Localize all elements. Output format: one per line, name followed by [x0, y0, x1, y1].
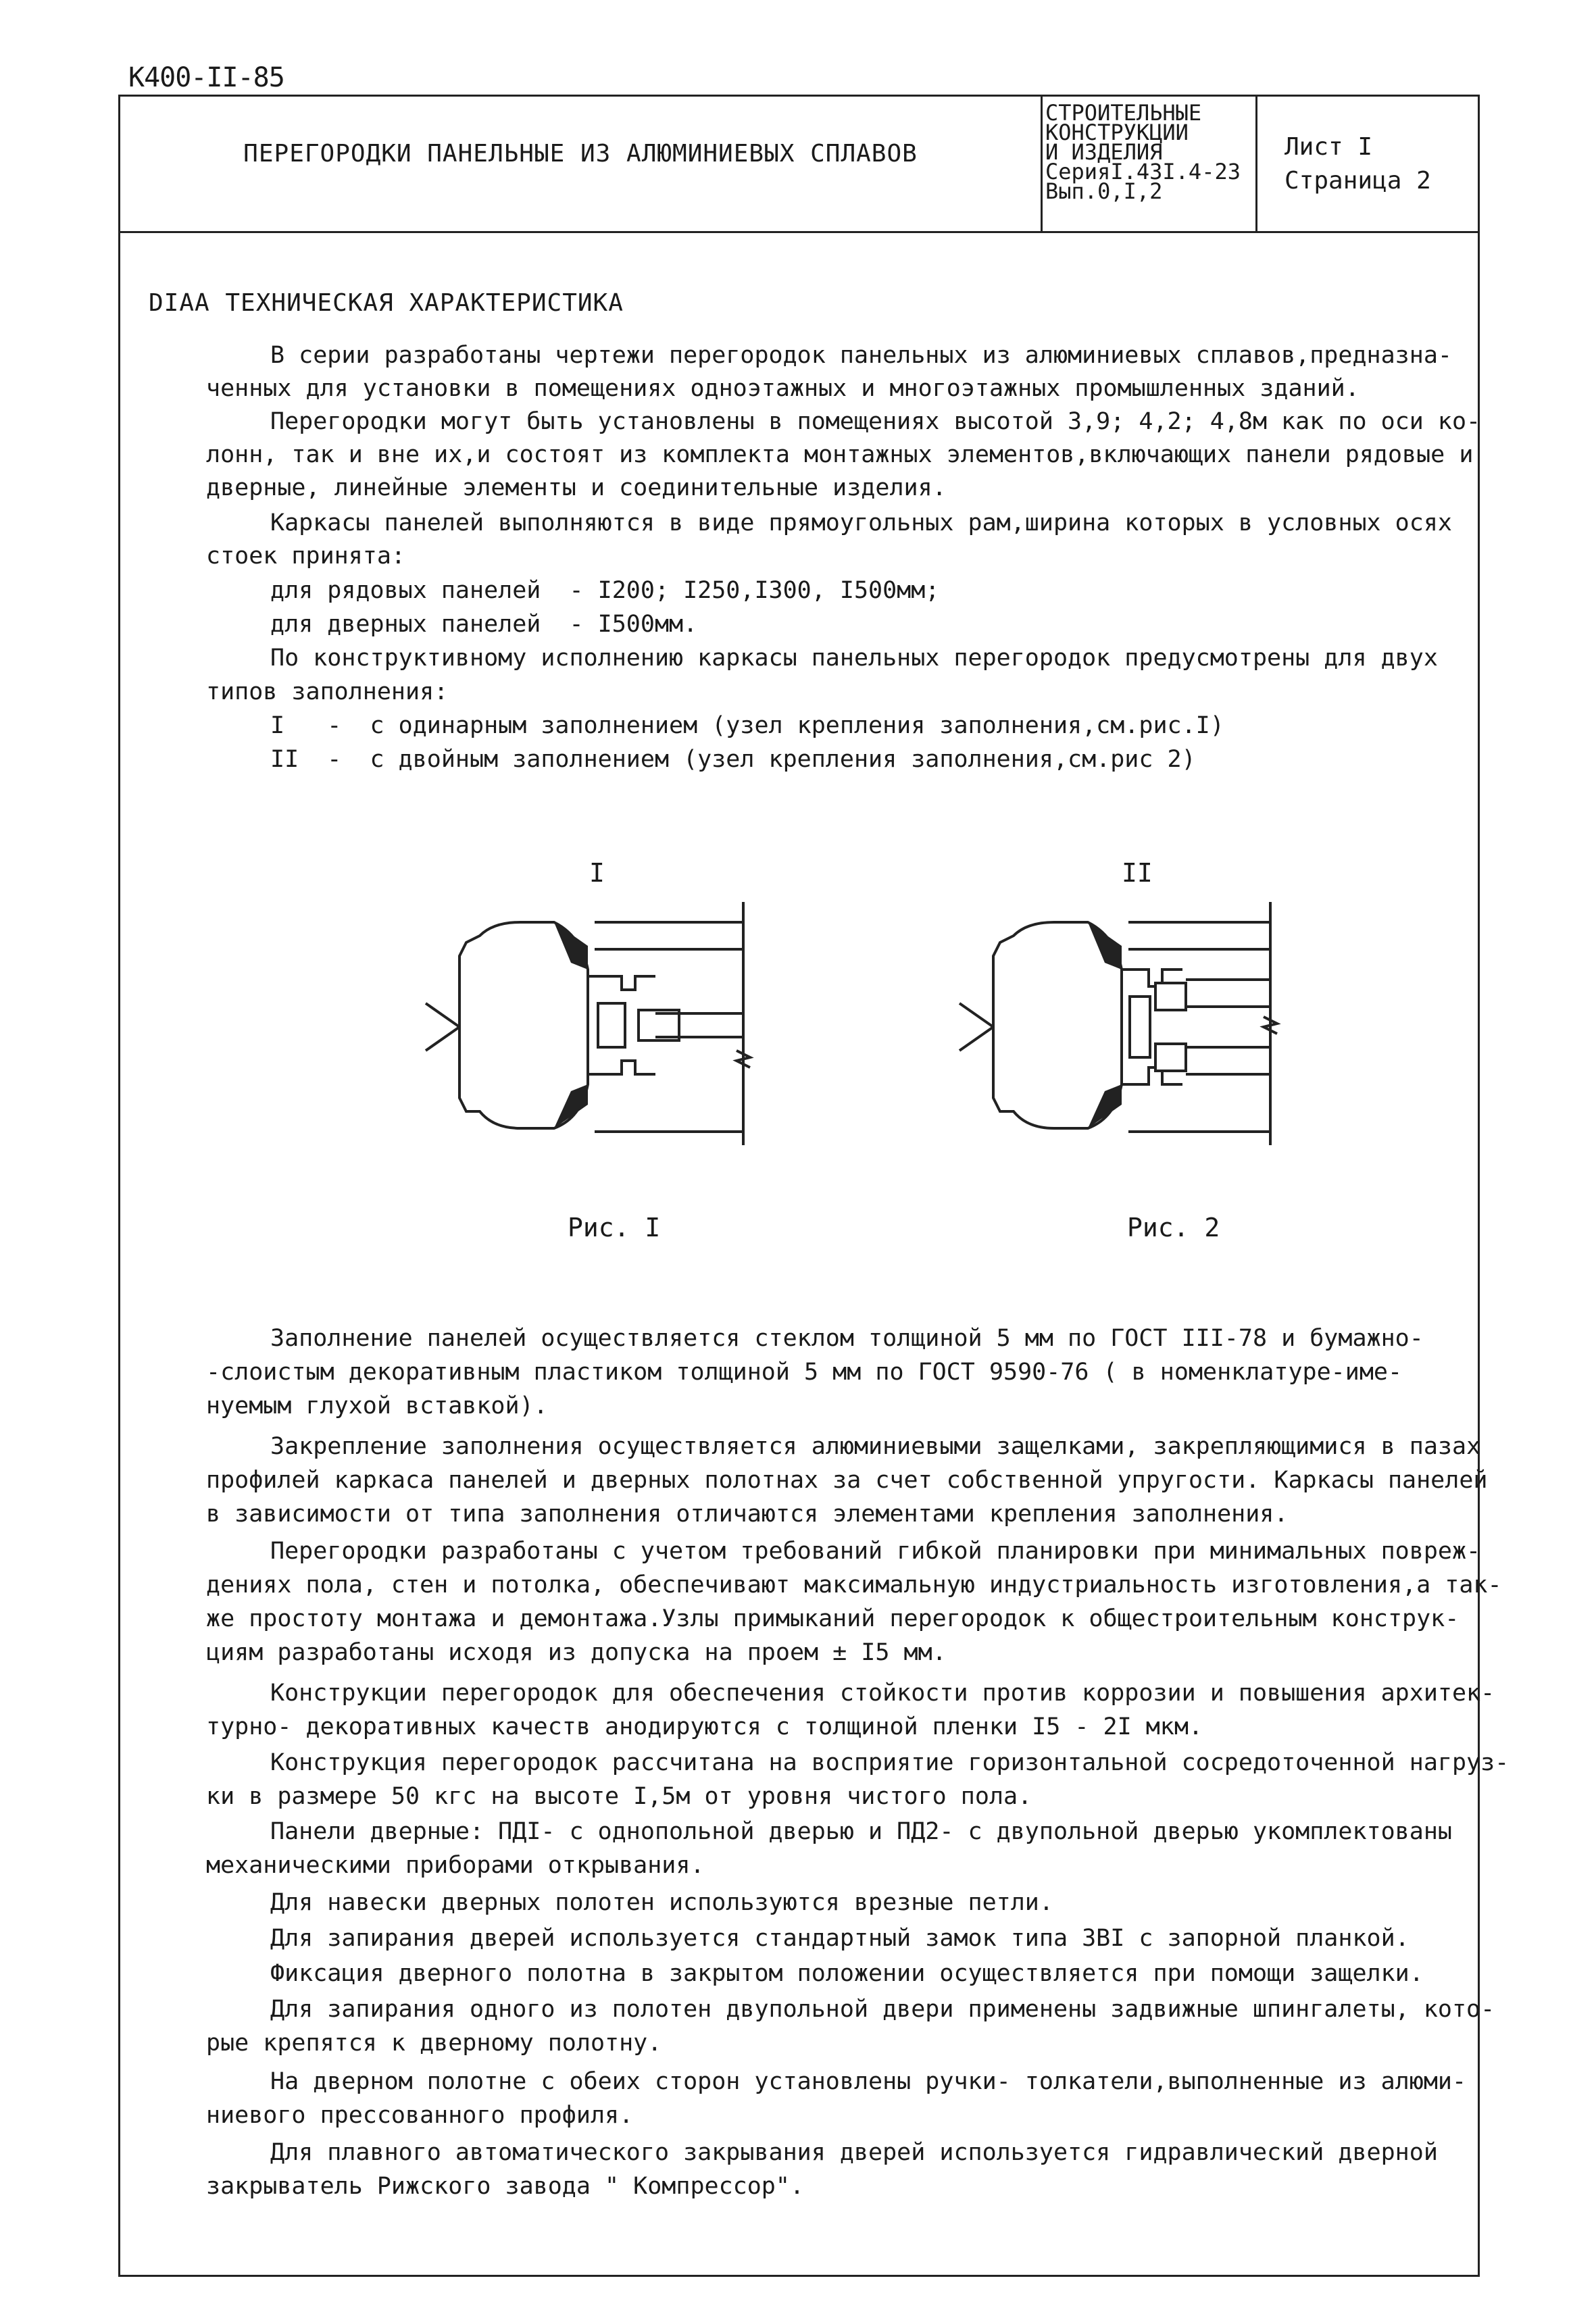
intro-line: стоек принята:: [206, 543, 406, 570]
series-line: КОНСТРУКЦИИ: [1045, 120, 1189, 145]
series-line: И ИЗДЕЛИЯ: [1045, 139, 1163, 165]
series-line: СТРОИТЕЛЬНЫЕ: [1045, 100, 1202, 126]
body-line: Для плавного автоматического закрывания дверей используется гидравлический дверной: [270, 2139, 1438, 2166]
body-line: Заполнение панелей осуществляется стеклом толщиной 5 мм по ГОСТ III-78 и бумажно-: [270, 1325, 1424, 1352]
intro-line: По конструктивному исполнению каркасы панельных перегородок предусмотрены для двух: [270, 645, 1438, 672]
body-line: профилей каркаса панелей и дверных полотнах за счет собственной упругости. Каркасы панелей: [206, 1467, 1488, 1494]
body-line: турно- декоративных качеств анодируются с толщиной пленки I5 - 2I мкм.: [206, 1713, 1203, 1740]
body-line: Конструкции перегородок для обеспечения стойкости против коррозии и повышения архитек-: [270, 1680, 1495, 1707]
series-cell: [1043, 97, 1257, 231]
figure-1-drawing: [419, 895, 770, 1165]
body-line: Закрепление заполнения осуществляется алюминиевыми защелками, закрепляющимися в пазах: [270, 1433, 1481, 1460]
body-line: На дверном полотне с обеих сторон установлены ручки- толкатели,выполненные из алюми-: [270, 2068, 1467, 2095]
figure-number: I: [589, 858, 605, 888]
intro-line: В серии разработаны чертежи перегородок панельных из алюминиевых сплавов,предназна-: [270, 342, 1452, 369]
document-code: К400-II-85: [128, 62, 284, 93]
page-number: Страница 2: [1285, 167, 1431, 195]
body-line: Перегородки разработаны с учетом требований гибкой планировки при минимальных повреж-: [270, 1538, 1481, 1565]
body-line: -слоистым декоративным пластиком толщиной 5 мм по ГОСТ 9590-76 ( в номенклатуре-име-: [206, 1359, 1403, 1386]
intro-line: дверные, линейные элементы и соединительные изделия.: [206, 474, 947, 501]
body-line: дениях пола, стен и потолка, обеспечивают максимальную индустриальность изготовления,а так-: [206, 1571, 1502, 1599]
body-line: закрыватель Рижского завода " Компрессор".: [206, 2173, 805, 2200]
body-line: Панели дверные: ПДI- с однопольной дверью и ПД2- с двупольной дверью укомплектованы: [270, 1818, 1452, 1845]
body-line: же простоту монтажа и демонтажа.Узлы примыканий перегородок к общестроительным конструк-: [206, 1605, 1460, 1632]
body-line: механическими приборами открывания.: [206, 1852, 705, 1879]
figure-caption: Рис. 2: [1127, 1213, 1220, 1242]
body-line: в зависимости от типа заполнения отличаются элементами крепления заполнения.: [206, 1501, 1289, 1528]
intro-line: для дверных панелей - I500мм.: [270, 611, 698, 638]
body-line: Конструкция перегородок рассчитана на восприятие горизонтальной сосредоточенной нагруз-: [270, 1749, 1510, 1776]
body-line: ки в размере 50 кгс на высоте I,5м от уровня чистого пола.: [206, 1783, 1032, 1810]
figure-caption: Рис. I: [568, 1213, 661, 1242]
body-line: Фиксация дверного полотна в закрытом положении осуществляется при помощи защелки.: [270, 1960, 1424, 1987]
body-line: Для запирания одного из полотен двупольной двери применены задвижные шпингалеты, кото-: [270, 1996, 1495, 2023]
series-line: Вып.0,I,2: [1045, 178, 1163, 204]
intro-line: ченных для установки в помещениях одноэтажных и многоэтажных промышленных зданий.: [206, 375, 1360, 402]
intro-line: II - с двойным заполнением (узел крепления заполнения,см.рис 2): [270, 746, 1196, 773]
intro-line: для рядовых панелей - I200; I250,I300, I500мм;: [270, 577, 940, 604]
body-line: ниевого прессованного профиля.: [206, 2102, 634, 2129]
figure-2-drawing: [953, 895, 1304, 1165]
body-line: Для навески дверных полотен используются врезные петли.: [270, 1889, 1053, 1916]
intro-line: I - с одинарным заполнением (узел крепления заполнения,см.рис.I): [270, 712, 1224, 739]
body-line: циям разработаны исходя из допуска на проем ± I5 мм.: [206, 1639, 947, 1666]
body-line: нуемым глухой вставкой).: [206, 1392, 548, 1419]
series-line: СерияI.43I.4-23: [1045, 159, 1241, 184]
intro-line: лонн, так и вне их,и состоят из комплекта монтажных элементов,включающих панели рядовые и: [206, 441, 1474, 468]
document-title: ПЕРЕГОРОДКИ ПАНЕЛЬНЫЕ ИЗ АЛЮМИНИЕВЫХ СПЛАВОВ: [243, 140, 918, 168]
intro-line: Каркасы панелей выполняются в виде прямоугольных рам,ширина которых в условных осях: [270, 509, 1452, 536]
body-line: рые крепятся к дверному полотну.: [206, 2030, 662, 2057]
section-heading: DIAA ТЕХНИЧЕСКАЯ ХАРАКТЕРИСТИКА: [149, 289, 624, 317]
sheet-cell: [1257, 97, 1482, 231]
title-block: [120, 97, 1478, 233]
body-line: Для запирания дверей используется стандартный замок типа ЗВI с запорной планкой.: [270, 1925, 1410, 1952]
intro-line: типов заполнения:: [206, 678, 449, 705]
figure-number: II: [1122, 858, 1153, 888]
intro-line: Перегородки могут быть установлены в помещениях высотой 3,9; 4,2; 4,8м как по оси ко-: [270, 408, 1481, 435]
document-title-cell: [120, 97, 1043, 231]
sheet-number: Лист I: [1285, 133, 1373, 161]
